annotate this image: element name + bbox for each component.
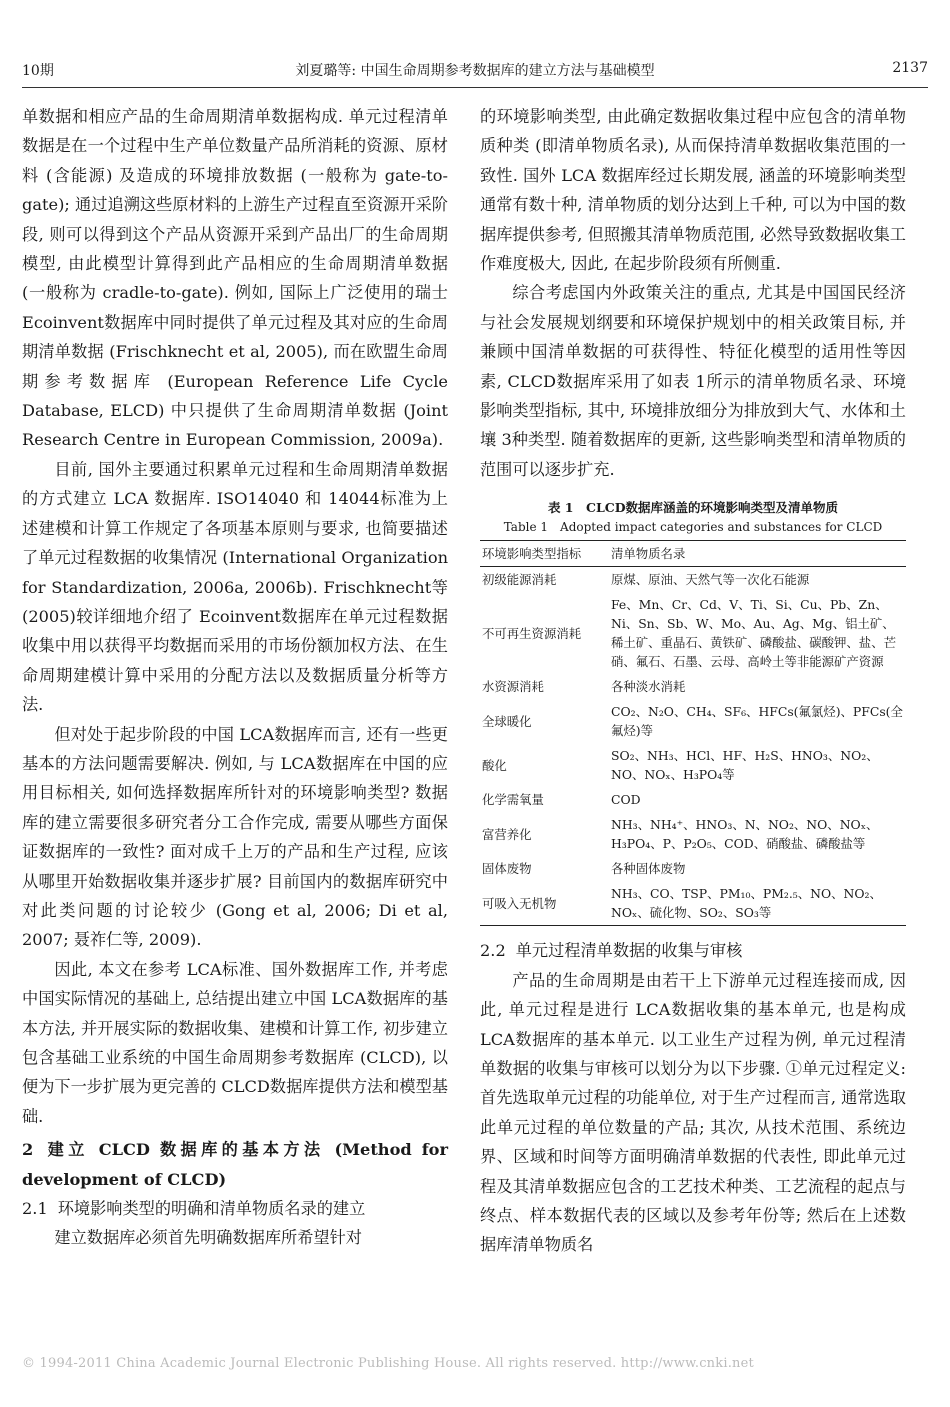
copyright-footer: © 1994-2011 China Academic Journal Electronic Publishing House. All rights reserved. http://www.cnki.net xyxy=(22,1356,754,1371)
table-row xyxy=(480,812,906,856)
running-header xyxy=(22,60,928,84)
table-row xyxy=(480,856,906,881)
table-cell: SO₂、NH₃、HCl、HF、H₂S、HNO₃、NO₂、NO、NOₓ、H₃PO₄等 xyxy=(611,748,879,783)
table-row xyxy=(480,674,906,699)
section-heading-2-2 xyxy=(480,936,906,965)
table-cell: CO₂、N₂O、CH₄、SF₆、HFCs(氟氯烃)、PFCs(全氟烃)等 xyxy=(611,704,903,739)
section-number: 2 xyxy=(22,1140,34,1160)
paragraph: 目前, 国外主要通过积累单元过程和生命周期清单数据的方式建立 LCA 数据库. ISO14040 和 14044标准为上述建模和计算工作规定了各项基本原则与要求, 也简要描述了单元过程数据的收集情况 (International Organization for Standardization, 2006a, 2006b). Frischknecht等 (2005)较详细地介绍了 Ecoinvent数据库在单元过程数据收集中用以获得平均数据而采用的市场份额加权方法、在生命周期建模计算中采用的分配方法以及数据质量分析等方法. xyxy=(22,459,448,715)
table-cell: 化学需氧量 xyxy=(482,792,544,808)
table-cell: 不可再生资源消耗 xyxy=(482,625,582,641)
paragraph: 但对处于起步阶段的中国 LCA数据库而言, 还有一些更基本的方法问题需要解决. 例如, 与 LCA数据库在中国的应用目标相关, 如何选择数据库所针对的环境影响类型? 数据库的建立需要很多研究者分工合作完成, 需要从哪些方面保证数据库的一致性? 面对成千上万的产品和生产过程, 应该从哪里开始数据收集并逐步扩展? 目前国内的数据库研究中对此类问题的讨论较少 (Gong et al, 2006; Di et al, 2007; 聂祚仁等, 2009). xyxy=(22,724,448,950)
paragraph: 单数据和相应产品的生命周期清单数据构成. 单元过程清单数据是在一个过程中生产单位数量产品所消耗的资源、原材料 (含能源) 及造成的环境排放数据 (一般称为 gate-to-gate); 通过追溯这些原材料的上游生产过程直至资源开采阶段, 则可以得到这个产品从资源开采到产品出厂的生命周期模型, 由此模型计算得到此产品相应的生命周期清单数据 (一般称为 cradle-to-gate). 例如, 国际上广泛使用的瑞士 Ecoinvent数据库中同时提供了单元过程及其对应的生命周期清单数据 (Frischknecht et al, 2005), 而在欧盟生命周期参考数据库 (European Reference Life Cycle Database, ELCD) 中只提供了生命周期清单数据 (Joint Research Centre in European Commission, 2009a). xyxy=(22,107,448,450)
paragraph: 建立数据库必须首先明确数据库所希望针对 xyxy=(54,1228,362,1248)
table-cell: 全球暖化 xyxy=(482,713,532,729)
table-cell: 富营养化 xyxy=(482,826,532,842)
table-row xyxy=(480,567,906,593)
table-cell: 酸化 xyxy=(482,757,507,773)
section-number: 2.1 xyxy=(22,1199,48,1219)
section-number: 2.2 xyxy=(480,941,506,961)
impact-table xyxy=(480,540,906,926)
table-cell: 可吸入无机物 xyxy=(482,895,557,911)
right-column xyxy=(480,102,906,1260)
table-cell: 原煤、原油、天然气等一次化石能源 xyxy=(611,572,810,588)
table-row xyxy=(480,881,906,926)
table-row xyxy=(480,699,906,743)
page-number: 2137 xyxy=(892,60,928,76)
section-heading-2 xyxy=(22,1135,448,1194)
table-header-row xyxy=(480,541,906,567)
table-cell: COD xyxy=(611,792,641,808)
issue-number: 10期 xyxy=(22,63,54,79)
table-row xyxy=(480,787,906,812)
running-title: 刘夏璐等: 中国生命周期参考数据库的建立方法与基础模型 xyxy=(295,63,655,79)
table-cell: NH₃、NH₄⁺、HNO₃、N、NO₂、NO、NOₓ、H₃PO₄、P、P₂O₅、COD、硝酸盐、磷酸盐等 xyxy=(611,817,879,852)
left-column xyxy=(22,102,448,1253)
table-cell: 初级能源消耗 xyxy=(482,572,557,588)
section-title: 环境影响类型的明确和清单物质名录的建立 xyxy=(57,1199,366,1219)
table-cell: NH₃、CO、TSP、PM₁₀、PM₂.₅、NO、NO₂、NOₓ、硫化物、SO₂、SO₃等 xyxy=(611,886,882,921)
header-rule xyxy=(22,87,928,88)
column-header: 清单物质名录 xyxy=(611,546,686,562)
table-caption: 表 1 CLCD数据库涵盖的环境影响类型及清单物质 xyxy=(547,500,839,516)
paragraph: 的环境影响类型, 由此确定数据收集过程中应包含的清单物质种类 (即清单物质名录), 从而保持清单数据收集范围的一致性. 国外 LCA 数据库经过长期发展, 涵盖的环境影响类型通常有数十种, 清单物质的划分达到上千种, 可以为中国的数据库提供参考, 但照搬其清单物质范围, 必然导致数据收集工作难度极大, 因此, 在起步阶段须有所侧重. xyxy=(480,107,906,274)
paragraph: 因此, 本文在参考 LCA标准、国外数据库工作, 并考虑中国实际情况的基础上, 总结提出建立中国 LCA数据库的基本方法, 并开展实际的数据收集、建模和计算工作, 初步建立包含基础工业系统的中国生命周期参考数据库 (CLCD), 以便为下一步扩展为更完善的 CLCD数据库提供方法和模型基础. xyxy=(22,959,448,1126)
section-heading-2-1 xyxy=(22,1194,448,1223)
table-cell: 各种淡水消耗 xyxy=(611,679,686,695)
table-row xyxy=(480,592,906,674)
section-title: 建立 CLCD 数据库的基本方法 (Method for development of CLCD) xyxy=(22,1140,448,1189)
table-row xyxy=(480,743,906,787)
table-1 xyxy=(480,498,906,926)
table-cell: 固体废物 xyxy=(482,861,532,877)
table-cell: Fe、Mn、Cr、Cd、V、Ti、Si、Cu、Pb、Zn、Ni、Sn、Sb、W、Mo、Au、Ag、Mg、铝土矿、稀土矿、重晶石、黄铁矿、磷酸盐、碳酸钾、盐、芒硝、氟石、石墨、云母、高岭土等非能源矿产资源 xyxy=(611,597,896,670)
paragraph: 综合考虑国内外政策关注的重点, 尤其是中国国民经济与社会发展规划纲要和环境保护规划中的相关政策目标, 并兼顾中国清单数据的可获得性、特征化模型的适用性等因素, CLCD数据库采用了如表 1所示的清单物质名录、环境影响类型指标, 其中, 环境排放细分为排放到大气、水体和土壤 3种类型. 随着数据库的更新, 这些影响类型和清单物质的范围可以逐步扩充. xyxy=(480,283,906,479)
section-title: 单元过程清单数据的收集与审核 xyxy=(515,941,743,961)
table-caption-english: Table 1 Adopted impact categories and substances for CLCD xyxy=(503,520,883,535)
column-header: 环境影响类型指标 xyxy=(482,546,582,562)
table-cell: 各种固体废物 xyxy=(611,861,686,877)
table-cell: 水资源消耗 xyxy=(482,679,544,695)
paragraph: 产品的生命周期是由若干上下游单元过程连接而成, 因此, 单元过程是进行 LCA数据收集的基本单元, 也是构成 LCA数据库的基本单元. 以工业生产过程为例, 单元过程清单数据的收集与审核可以划分为以下步骤. ①单元过程定义: 首先选取单元过程的功能单位, 对于生产过程而言, 通常选取此单元过程的单位数量的产品; 其次, 从技术范围、系统边界、区域和时间等方面明确清单数据的代表性, 即此单元过程及其清单数据应包含的工艺技术种类、工艺流程的起点与终点、样本数据代表的区域以及参考年份等; 然后在上述数据库清单物质名 xyxy=(480,970,906,1255)
